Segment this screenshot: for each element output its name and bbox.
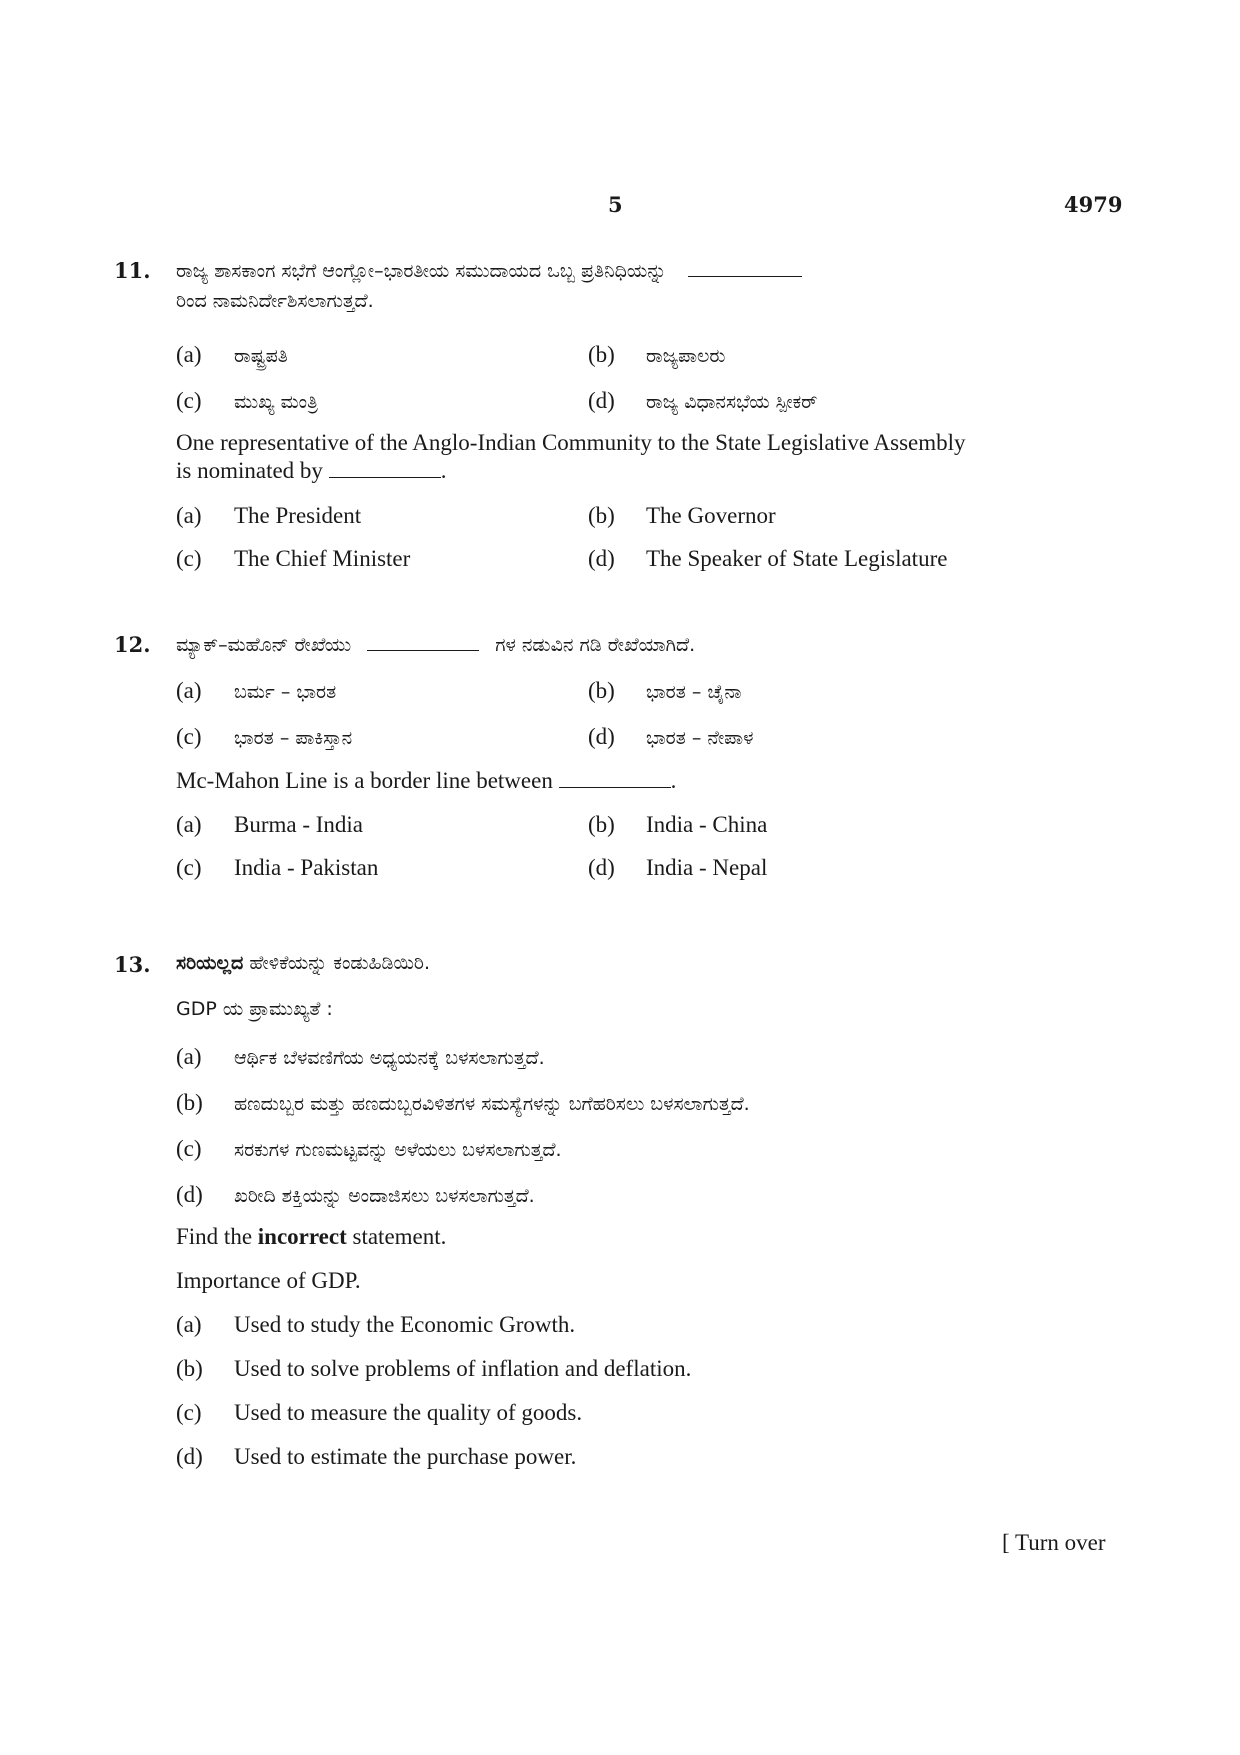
- question-text-en: One representative of the Anglo-Indian Community to the State Legislative Assembly: [176, 430, 966, 455]
- question-text-en-cont: is nominated by .: [176, 458, 447, 483]
- option-d-kn: (d) ಖರೀದಿ ಶಕ್ತಿಯನ್ನು ಅಂದಾಜಿಸಲು ಬಳಸಲಾಗುತ್ತದೆ.: [176, 1182, 535, 1207]
- option-c-en: (c) India - Pakistan: [176, 855, 379, 880]
- option-d-en: (d) India - Nepal: [588, 855, 768, 880]
- option-c-kn: (c) ಮುಖ್ಯ ಮಂತ್ರಿ: [176, 388, 318, 413]
- option-a-kn: (a) ಬರ್ಮ – ಭಾರತ: [176, 678, 337, 703]
- option-b-en: (b) India - China: [588, 812, 768, 837]
- option-c-kn: (c) ಭಾರತ – ಪಾಕಿಸ್ತಾನ: [176, 724, 353, 749]
- option-d-kn: (d) ರಾಜ್ಯ ವಿಧಾನಸಭೆಯ ಸ್ಪೀಕರ್: [588, 388, 818, 413]
- option-c-kn: (c) ಸರಕುಗಳ ಗುಣಮಟ್ಟವನ್ನು ಅಳೆಯಲು ಬಳಸಲಾಗುತ್ತದೆ.: [176, 1136, 562, 1161]
- turn-over-note: [ Turn over: [1002, 1530, 1106, 1555]
- option-d-en: (d) Used to estimate the purchase power.: [176, 1444, 577, 1469]
- option-d-kn: (d) ಭಾರತ – ನೇಪಾಳ: [588, 724, 754, 749]
- question-text-en: Mc-Mahon Line is a border line between .: [176, 768, 677, 793]
- question-text-kn-cont: ರಿಂದ ನಾಮನಿರ್ದೇಶಿಸಲಾಗುತ್ತದೆ.: [176, 290, 374, 312]
- option-b-kn: (b) ಭಾರತ – ಚೈನಾ: [588, 678, 742, 703]
- option-a-kn: (a) ರಾಷ್ಟ್ರಪತಿ: [176, 342, 288, 367]
- option-c-en: (c) The Chief Minister: [176, 546, 411, 571]
- answer-blank: [367, 632, 479, 651]
- option-b-kn: (b) ಹಣದುಬ್ಬರ ಮತ್ತು ಹಣದುಬ್ಬರವಿಳಿತಗಳ ಸಮಸ್ಯೆಗಳನ್ನು ಬಗೆಹರಿಸಲು ಬಳಸಲಾಗುತ್ತದೆ.: [176, 1090, 750, 1115]
- answer-blank: [329, 459, 441, 478]
- question-text-kn: ಮ್ಯಾಕ್–ಮಹೊನ್ ರೇಖೆಯು ಗಳ ನಡುವಿನ ಗಡಿ ರೇಖೆಯಾಗಿದೆ.: [176, 634, 696, 656]
- answer-blank: [559, 769, 671, 788]
- question-number: 13.: [114, 952, 151, 977]
- page-number: 5: [608, 192, 623, 217]
- option-d-en: (d) The Speaker of State Legislature: [588, 546, 948, 571]
- question-subtext-kn: GDP ಯ ಪ್ರಾಮುಖ್ಯತೆ :: [176, 998, 333, 1020]
- option-b-kn: (b) ರಾಜ್ಯಪಾಲರು: [588, 342, 726, 367]
- paper-code: 4979: [1064, 192, 1123, 217]
- option-a-en: (a) Used to study the Economic Growth.: [176, 1312, 576, 1337]
- question-number: 11.: [114, 258, 151, 283]
- option-a-kn: (a) ಆರ್ಥಿಕ ಬೆಳವಣಿಗೆಯ ಅಧ್ಯಯನಕ್ಕೆ ಬಳಸಲಾಗುತ್ತದೆ.: [176, 1044, 545, 1069]
- answer-blank: [688, 258, 802, 277]
- option-b-en: (b) Used to solve problems of inflation and deflation.: [176, 1356, 692, 1381]
- option-a-en: (a) The President: [176, 503, 362, 528]
- question-text-kn: ಸರಿಯಲ್ಲದ ಹೇಳಿಕೆಯನ್ನು ಕಂಡುಹಿಡಿಯಿರಿ.: [176, 952, 431, 974]
- option-a-en: (a) Burma - India: [176, 812, 364, 837]
- option-b-en: (b) The Governor: [588, 503, 776, 528]
- option-c-en: (c) Used to measure the quality of goods.: [176, 1400, 583, 1425]
- question-text-kn: ರಾಜ್ಯ ಶಾಸಕಾಂಗ ಸಭೆಗೆ ಆಂಗ್ಲೋ–ಭಾರತೀಯ ಸಮುದಾಯದ ಒಬ್ಬ ಪ್ರತಿನಿಧಿಯನ್ನು: [176, 258, 802, 282]
- question-subtext-en: Importance of GDP.: [176, 1268, 361, 1293]
- question-text-en: Find the incorrect statement.: [176, 1224, 447, 1249]
- question-number: 12.: [114, 632, 151, 657]
